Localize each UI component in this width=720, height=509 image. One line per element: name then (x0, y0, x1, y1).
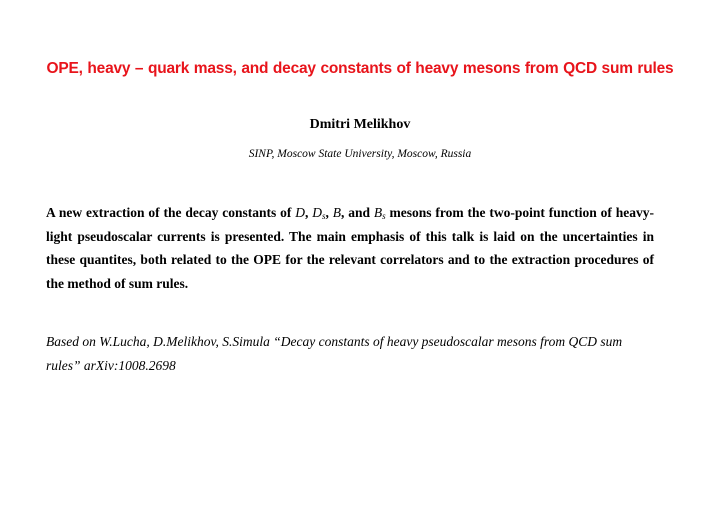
abstract-sep-3: , and (340, 205, 374, 220)
abstract-sep-2: , (325, 205, 333, 220)
paper-title: OPE, heavy – quark mass, and decay constants of heavy mesons from QCD sum rules (46, 60, 674, 77)
abstract-suffix: mesons from the two-point function of heavy-light pseudoscalar currents is presented. The main emphasis of this talk is laid on the uncertainties in these quantites, both related to the OPE for the relevant correlators and to the extraction procedures of the method of sum rules. (46, 205, 654, 291)
abstract (46, 201, 654, 295)
abstract-prefix: A new extraction of the decay constants of (46, 205, 296, 220)
author-name: Dmitri Melikhov (309, 117, 411, 132)
meson-ds (312, 205, 325, 220)
meson-bs (374, 205, 386, 220)
meson-bs-subscript: s (382, 211, 386, 221)
meson-b: B (332, 205, 341, 220)
meson-bs-base: B (373, 205, 383, 220)
reference-note: Based on W.Lucha, D.Melikhov, S.Simula “Decay constants of heavy pseudoscalar mesons from QCD sum rules” arXiv:1008.2698 (46, 334, 623, 373)
meson-ds-subscript: s (321, 211, 326, 221)
meson-ds-base: D (312, 205, 322, 220)
abstract-sep-1: , (304, 205, 313, 220)
meson-d: D (295, 205, 305, 220)
author-affiliation: SINP, Moscow State University, Moscow, Russia (248, 148, 472, 160)
